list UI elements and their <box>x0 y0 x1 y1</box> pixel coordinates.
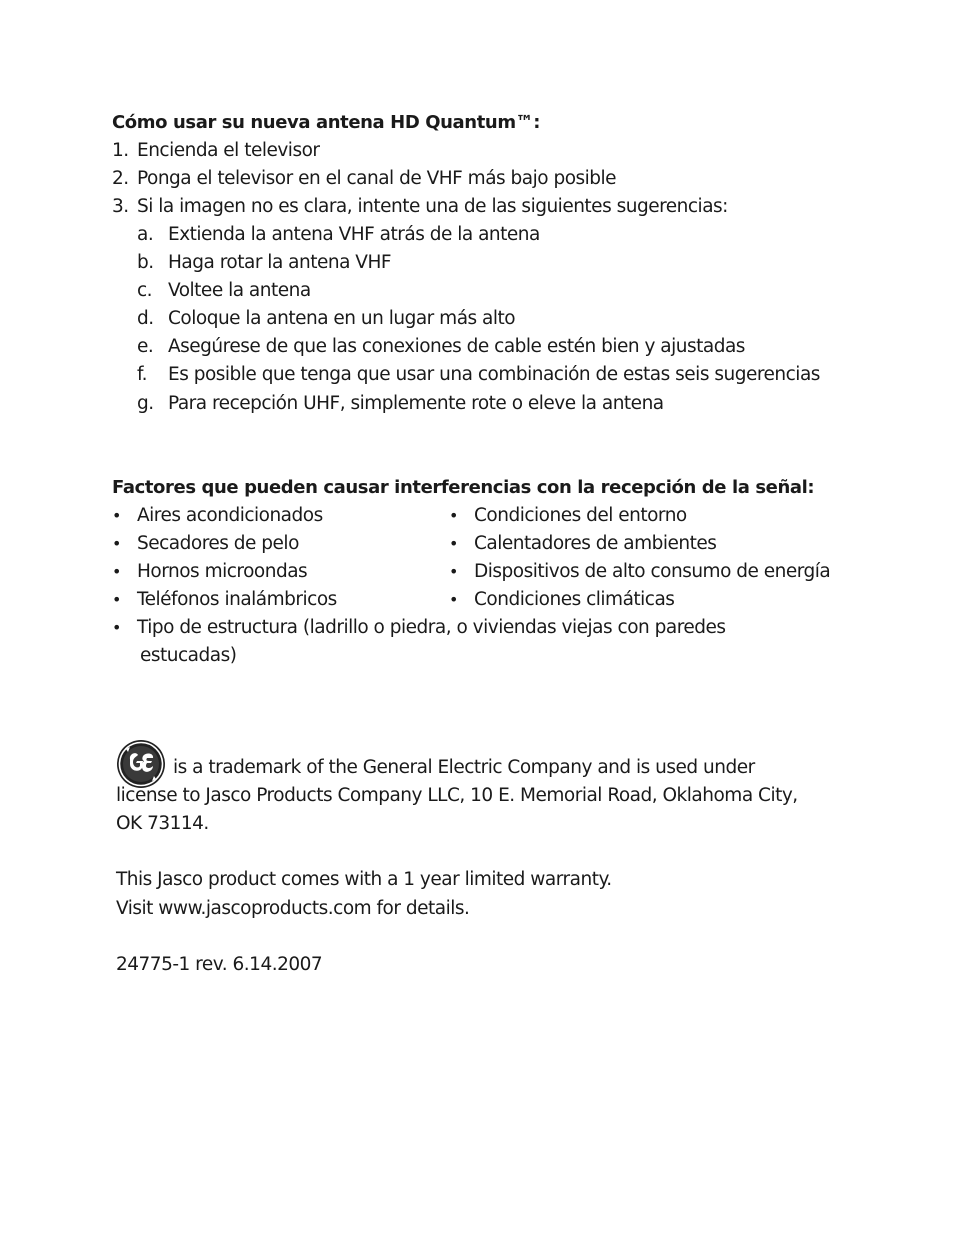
factor-text: Aires acondicionados <box>137 505 323 526</box>
factor-text: Dispositivos de alto consumo de energía <box>474 561 831 582</box>
how-to-use-heading: Cómo usar su nueva antena HD Quantum™: <box>112 112 541 133</box>
substep-marker: a. <box>137 224 154 245</box>
substep-text: Extienda la antena VHF atrás de la antena <box>168 224 540 245</box>
substep-marker: b. <box>137 252 154 273</box>
step-marker: 2. <box>112 168 129 189</box>
bullet-marker: • <box>112 562 121 581</box>
factor-text: Secadores de pelo <box>137 533 299 554</box>
bullet-marker: • <box>112 618 121 637</box>
substep-text: Asegúrese de que las conexiones de cable estén bien y ajustadas <box>168 336 745 357</box>
bullet-marker: • <box>449 590 458 609</box>
factor-text: Hornos microondas <box>137 561 308 582</box>
trademark-line-1: is a trademark of the General Electric Company and is used under <box>173 757 755 778</box>
substep-text: Coloque la antena en un lugar más alto <box>168 308 516 329</box>
substep-marker: e. <box>137 336 154 357</box>
bullet-marker: • <box>112 506 121 525</box>
factor-text: Condiciones climáticas <box>474 589 675 610</box>
factor-text: Teléfonos inalámbricos <box>137 589 337 610</box>
ge-logo-icon <box>116 739 166 789</box>
warranty-line-1: This Jasco product comes with a 1 year limited warranty. <box>116 869 612 890</box>
bullet-marker: • <box>112 590 121 609</box>
bullet-marker: • <box>449 506 458 525</box>
warranty-line-2: Visit www.jascoproducts.com for details. <box>116 898 470 919</box>
substep-marker: f. <box>137 364 148 385</box>
substep-text: Para recepción UHF, simplemente rote o eleve la antena <box>168 393 664 414</box>
step-marker: 1. <box>112 140 129 161</box>
document-code: 24775-1 rev. 6.14.2007 <box>116 954 323 975</box>
substep-marker: d. <box>137 308 154 329</box>
factor-text: Condiciones del entorno <box>474 505 687 526</box>
bullet-marker: • <box>449 562 458 581</box>
interference-heading: Factores que pueden causar interferencias con la recepción de la señal: <box>112 477 815 498</box>
bullet-marker: • <box>449 534 458 553</box>
substep-text: Es posible que tenga que usar una combinación de estas seis sugerencias <box>168 364 820 385</box>
substep-marker: c. <box>137 280 153 301</box>
step-text: Ponga el televisor en el canal de VHF más bajo posible <box>137 168 617 189</box>
substep-marker: g. <box>137 393 154 414</box>
substep-text: Haga rotar la antena VHF <box>168 252 392 273</box>
step-marker: 3. <box>112 196 129 217</box>
step-text: Si la imagen no es clara, intente una de las siguientes sugerencias: <box>137 196 728 217</box>
trademark-line-2: license to Jasco Products Company LLC, 10 E. Memorial Road, Oklahoma City, <box>116 785 798 806</box>
factor-text: Calentadores de ambientes <box>474 533 717 554</box>
step-text: Encienda el televisor <box>137 140 320 161</box>
substep-text: Voltee la antena <box>168 280 311 301</box>
factor-item-structure-cont: estucadas) <box>140 645 237 666</box>
factor-text: Tipo de estructura (ladrillo o piedra, o viviendas viejas con paredes <box>137 617 726 638</box>
bullet-marker: • <box>112 534 121 553</box>
trademark-line-3: OK 73114. <box>116 813 209 834</box>
